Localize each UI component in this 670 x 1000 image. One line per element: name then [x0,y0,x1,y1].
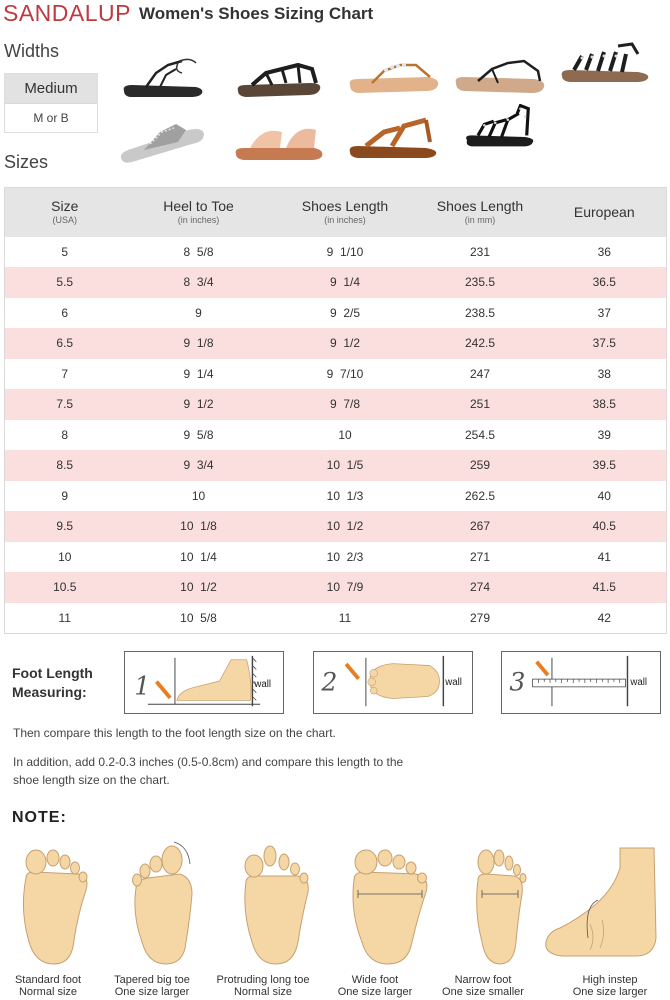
size-usa-cell: 10.5 [5,572,125,603]
table-header-row [5,188,667,237]
shoe-length-mm-cell: 267 [418,511,543,542]
measure-step-2 [313,651,473,714]
measure-step-1 [124,651,284,714]
wide-foot-icon [344,838,434,968]
table-row [5,572,667,603]
shoe-length-in-cell: 10 [273,420,418,451]
svg-text:wall: wall [254,678,272,690]
table-row [5,450,667,481]
european-cell: 42 [543,603,667,634]
size-usa-cell: 9.5 [5,511,125,542]
shoe-length-in-cell: 10 1/5 [273,450,418,481]
european-cell: 41.5 [543,572,667,603]
shoe-length-mm-cell: 279 [418,603,543,634]
shoe-length-mm-cell: 251 [418,389,543,420]
sandal-image-9 [452,104,548,148]
svg-text:wall: wall [630,676,648,688]
european-cell: 40 [543,481,667,512]
width-value: M or B [33,111,69,125]
heel-to-toe-cell: 9 5/8 [125,420,273,451]
shoe-length-in-cell: 10 7/9 [273,572,418,603]
european-cell: 37 [543,298,667,329]
foot-caption-protruding: Protruding long toe Normal size [216,974,310,998]
shoe-length-in-cell: 11 [273,603,418,634]
shoe-length-in-cell: 10 1/3 [273,481,418,512]
table-row [5,328,667,359]
size-usa-cell: 7 [5,359,125,390]
foot-caption-high-instep: High instep One size larger [572,974,648,998]
standard-foot-icon [8,838,98,968]
european-cell: 37.5 [543,328,667,359]
brand-logo: SANDALUP [3,0,131,26]
european-cell: 39 [543,420,667,451]
svg-text:1: 1 [134,671,151,701]
protruding-toe-foot-icon [232,838,322,968]
heel-to-toe-cell: 10 5/8 [125,603,273,634]
european-cell: 36 [543,237,667,268]
size-usa-cell: 5 [5,237,125,268]
shoe-length-mm-cell: 274 [418,572,543,603]
sandal-image-6 [116,120,212,164]
heel-to-toe-cell: 9 1/4 [125,359,273,390]
col-header-heel-to-toe: Heel to Toe (in inches) [125,188,273,237]
sandal-image-5 [558,40,654,84]
col-header-european: European [543,188,667,237]
shoe-length-mm-cell: 247 [418,359,543,390]
foot-caption-wide: Wide foot One size larger [337,974,413,998]
shoe-length-mm-cell: 254.5 [418,420,543,451]
width-header: Medium [5,74,97,104]
measure-step-3 [501,651,661,714]
european-cell: 39.5 [543,450,667,481]
shoe-length-mm-cell: 235.5 [418,267,543,298]
widths-label: Widths [4,41,60,61]
table-row [5,481,667,512]
shoe-length-mm-cell: 231 [418,237,543,268]
european-cell: 38.5 [543,389,667,420]
size-usa-cell: 8 [5,420,125,451]
shoe-length-mm-cell: 262.5 [418,481,543,512]
table-row [5,603,667,634]
table-row [5,298,667,329]
size-usa-cell: 10 [5,542,125,573]
instruction-2-line-1: In addition, add 0.2-0.3 inches (0.5-0.8cm) and compare this length to the [13,755,404,769]
heel-to-toe-cell: 10 1/4 [125,542,273,573]
shoe-length-mm-cell: 271 [418,542,543,573]
shoe-length-in-cell: 10 1/2 [273,511,418,542]
table-row [5,237,667,268]
heel-to-toe-cell: 9 3/4 [125,450,273,481]
size-table [4,187,667,634]
sandal-image-4 [452,55,548,99]
svg-text:wall: wall [445,676,462,688]
sandal-image-7 [232,118,328,162]
instruction-2-line-2: shoe length size on the chart. [13,773,170,787]
table-row [5,511,667,542]
heel-to-toe-cell: 8 5/8 [125,237,273,268]
shoe-length-mm-cell: 259 [418,450,543,481]
instruction-1: Then compare this length to the foot length size on the chart. [13,726,336,740]
european-cell: 38 [543,359,667,390]
page-title: Women's Shoes Sizing Chart [139,4,374,23]
size-usa-cell: 7.5 [5,389,125,420]
col-header-shoe-length-mm: Shoes Length (in mm) [418,188,543,237]
heel-to-toe-cell: 10 [125,481,273,512]
shoe-length-in-cell: 9 1/2 [273,328,418,359]
size-usa-cell: 5.5 [5,267,125,298]
size-usa-cell: 8.5 [5,450,125,481]
european-cell: 36.5 [543,267,667,298]
shoe-length-in-cell: 10 2/3 [273,542,418,573]
table-row [5,420,667,451]
tapered-foot-icon [120,838,210,968]
note-label: NOTE: [12,809,67,826]
shoe-length-in-cell: 9 2/5 [273,298,418,329]
shoe-length-mm-cell: 238.5 [418,298,543,329]
shoe-length-in-cell: 9 1/4 [273,267,418,298]
sandal-image-8 [346,116,442,160]
sandal-image-2 [232,55,328,99]
foot-caption-tapered: Tapered big toe One size larger [114,974,190,998]
heel-to-toe-cell: 9 1/8 [125,328,273,359]
shoe-length-mm-cell: 242.5 [418,328,543,359]
size-usa-cell: 6 [5,298,125,329]
shoe-length-in-cell: 9 1/10 [273,237,418,268]
narrow-foot-icon [456,838,546,968]
heel-to-toe-cell: 10 1/8 [125,511,273,542]
heel-to-toe-cell: 9 [125,298,273,329]
shoe-length-in-cell: 9 7/10 [273,359,418,390]
table-row [5,267,667,298]
measuring-label: Foot Length Measuring: [12,665,93,700]
shoe-length-in-cell: 9 7/8 [273,389,418,420]
sandal-image-3 [346,55,442,99]
sandal-image-1 [116,55,212,99]
european-cell: 40.5 [543,511,667,542]
svg-text:3: 3 [509,667,526,697]
size-usa-cell: 11 [5,603,125,634]
table-row [5,359,667,390]
european-cell: 41 [543,542,667,573]
svg-text:2: 2 [321,667,338,697]
col-header-shoe-length-in: Shoes Length (in inches) [273,188,418,237]
table-row [5,389,667,420]
foot-caption-standard: Standard foot Normal size [14,974,82,998]
foot-caption-narrow: Narrow foot One size smaller [442,974,524,998]
size-usa-cell: 6.5 [5,328,125,359]
size-usa-cell: 9 [5,481,125,512]
heel-to-toe-cell: 10 1/2 [125,572,273,603]
high-instep-foot-icon [540,838,664,968]
col-header-size: Size (USA) [5,188,125,237]
heel-to-toe-cell: 9 1/2 [125,389,273,420]
table-row [5,542,667,573]
heel-to-toe-cell: 8 3/4 [125,267,273,298]
width-box [4,73,98,133]
sizes-label: Sizes [4,152,49,172]
